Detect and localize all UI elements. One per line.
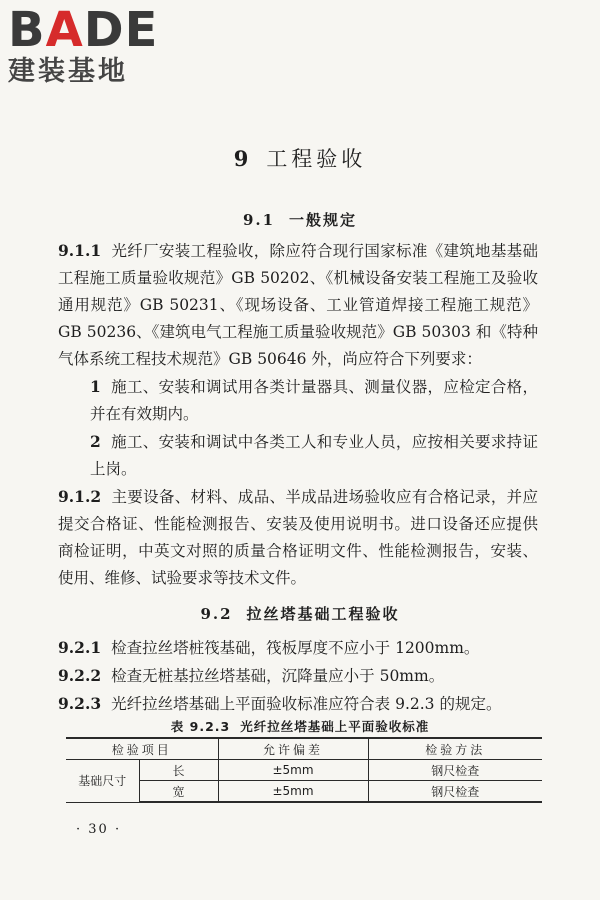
table-row [66,760,542,781]
clause-block-9-1 [58,237,538,592]
group-label-cell: 基础尺寸 [66,760,139,803]
table-header-row [66,738,542,760]
clause-9-1-1: 9.1.1 光纤厂安装工程验收，除应符合现行国家标准《建筑地基基础工程施工质量验收规范》GB 50202、《机械设备安装工程施工及验收通用规范》GB 50231、《现场设备、工业管道焊接工程施工规范》GB 50236、《建筑电气工程施工质量验收规范》GB 50303 和《特种气体系统工程技术规范》GB 50646 外，尚应符合下列要求： [58,241,538,368]
chapter-title: 9 工程验收 [233,146,367,171]
method-cell: 钢尺检查 [368,760,542,781]
clause-9-1-2: 9.1.2 主要设备、材料、成品、半成品进场验收应有合格记录，并应提交合格证、性能检测报告、安装及使用说明书。进口设备还应提供商检证明，中英文对照的质量合格证明文件、性能检测报告，安装、使用、维修、试验要求等技术文件。 [58,487,538,587]
header-check-item: 检验项目 [66,738,218,760]
item-cell: 宽 [139,781,218,803]
clause-9-2-3: 9.2.3 光纤拉丝塔基础上平面验收标准应符合表 9.2.3 的规定。 [58,694,502,713]
section-heading-9-2: 9.2 拉丝塔基础工程验收 [200,605,400,623]
clause-9-2-1: 9.2.1 检查拉丝塔桩筏基础，筏板厚度不应小于 1200mm。 [58,638,480,657]
item-cell: 长 [139,760,218,781]
clause-block-9-2 [58,634,538,718]
logo-wordmark: BADE [8,2,159,58]
acceptance-table [66,737,542,803]
table-caption: 表 9.2.3 光纤拉丝塔基础上平面验收标准 [170,719,430,734]
method-cell: 钢尺检查 [368,781,542,803]
section-heading-9-1: 9.1 一般规定 [242,211,358,229]
logo [8,4,178,88]
clause-9-1-1-item-2: 2 施工、安装和调试中各类工人和专业人员，应按相关要求持证上岗。 [90,432,538,478]
clause-9-1-1-item-1: 1 施工、安装和调试用各类计量器具、测量仪器，应检定合格，并在有效期内。 [90,377,538,423]
logo-subtitle: 建装基地 [8,56,128,87]
header-tolerance: 允许偏差 [218,738,368,760]
clause-9-2-2: 9.2.2 检查无桩基拉丝塔基础，沉降量应小于 50mm。 [58,666,445,685]
tolerance-cell: ±5mm [218,760,368,781]
header-check-method: 检验方法 [368,738,542,760]
tolerance-cell: ±5mm [218,781,368,803]
page-number: · 30 · [76,822,122,837]
